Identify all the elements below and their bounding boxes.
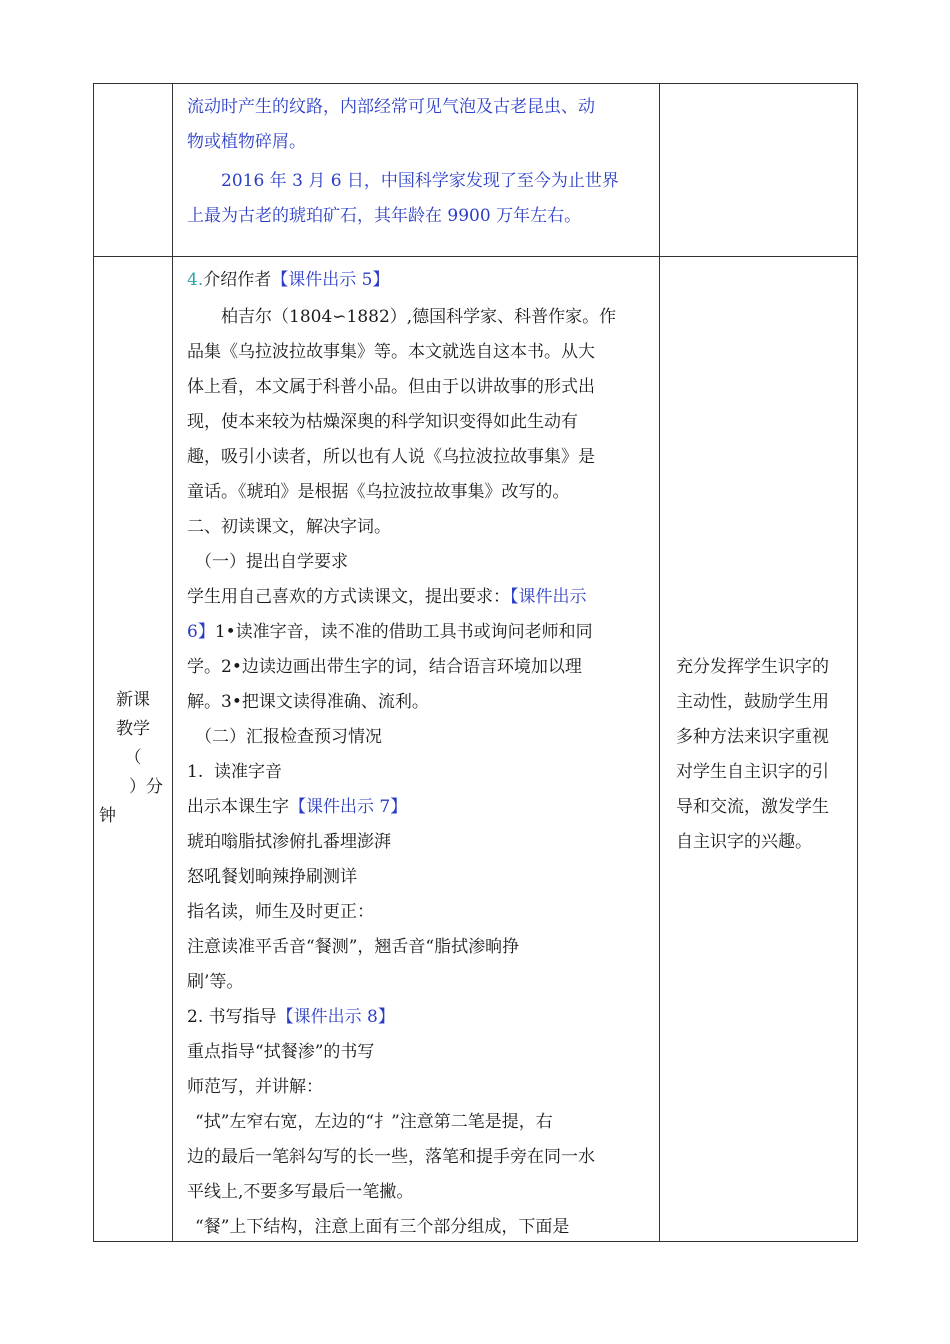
table-top-border xyxy=(93,83,858,84)
text-line: 现，使本来较为枯燥深奥的科学知识变得如此生动有 xyxy=(187,412,578,432)
label-line: ）分 xyxy=(129,777,163,797)
text-line xyxy=(187,580,655,615)
intro-number: 4. xyxy=(187,270,204,290)
column-divider-2 xyxy=(659,83,660,1242)
text-line: 主动性，鼓励学生用 xyxy=(676,692,829,712)
label-line: 钟 xyxy=(99,806,116,826)
courseware-tag: 6】 xyxy=(187,622,215,642)
courseware-tag: 【课件出示 5】 xyxy=(271,270,390,290)
text-line: 趣，吸引小读者，所以也有人说《乌拉波拉故事集》是 xyxy=(187,447,595,467)
text-line: 指名读，师生及时更正： xyxy=(187,902,374,922)
courseware-tag: 【课件出示 7】 xyxy=(289,797,408,817)
text-line: 多种方法来识字重视 xyxy=(676,727,829,747)
new-characters: 怒吼餐划晌辣挣刷测详 xyxy=(187,867,357,887)
text-line: 体上看，本文属于科普小品。但由于以讲故事的形式出 xyxy=(187,377,595,397)
text-line: 上最为古老的琥珀矿石，其年龄在 9900 万年左右。 xyxy=(187,206,582,226)
section-heading: 二、初读课文，解决字词。 xyxy=(187,517,391,537)
row1-content xyxy=(187,90,653,234)
text-line: 自主识字的兴趣。 xyxy=(676,832,812,852)
new-characters: 琥珀嗡脂拭渗俯扎番埋澎湃 xyxy=(187,832,391,852)
label-line: 新课 xyxy=(116,690,150,710)
text-line: 刷’等。 xyxy=(187,972,244,992)
courseware-tag: 【课件出示 8】 xyxy=(276,1007,395,1027)
list-item xyxy=(187,1000,655,1035)
row-divider xyxy=(93,256,858,257)
courseware-tag: 【课件出示 xyxy=(510,587,587,607)
requirement-text: 1•读准字音，读不准的借助工具书或询问老师和同 xyxy=(214,622,593,642)
text-line: 平线上,不要多写最后一笔撇。 xyxy=(187,1182,414,1202)
table-left-border xyxy=(93,83,94,1242)
row2-right-content xyxy=(676,650,854,860)
text-line: 注意读准平舌音“餐测”，翘舌音“脂拭渗晌挣 xyxy=(187,937,520,957)
text-line: 学。2•边读边画出带生字的词，结合语言环境加以理 xyxy=(187,657,582,677)
column-divider-1 xyxy=(172,83,173,1242)
item-text: 2. 书写指导 xyxy=(187,1007,277,1027)
text-line: 师范写，并讲解： xyxy=(187,1077,323,1097)
table-right-border xyxy=(857,83,858,1242)
text-line: 重点指导“拭餐渗”的书写 xyxy=(187,1042,375,1062)
text-line: 流动时产生的纹路，内部经常可见气泡及古老昆虫、动 xyxy=(187,97,595,117)
subsection-heading: （二）汇报检查预习情况 xyxy=(195,727,382,747)
text-line: 品集《乌拉波拉故事集》等。本文就选自这本书。从大 xyxy=(187,342,595,362)
text-line: 物或植物碎屑。 xyxy=(187,132,306,152)
row2-main-content xyxy=(187,263,655,1245)
text-line: 童话。《琥珀》是根据《乌拉波拉故事集》改写的。 xyxy=(187,482,570,502)
intro-heading xyxy=(187,263,655,298)
text-line xyxy=(187,615,655,650)
text-line: 对学生自主识字的引 xyxy=(676,762,829,782)
text-line: 边的最后一笔斜勾写的长一些，落笔和提手旁在同一水 xyxy=(187,1147,595,1167)
text-line: 充分发挥学生识字的 xyxy=(676,657,829,677)
text-line: 2016 年 3 月 6 日，中国科学家发现了至今为止世界 xyxy=(221,171,619,191)
row-label xyxy=(95,686,171,831)
text-line: 解。3•把课文读得准确、流利。 xyxy=(187,692,429,712)
intro-text: 介绍作者 xyxy=(203,270,272,290)
text-line xyxy=(187,790,655,825)
requirement-text: 学生用自己喜欢的方式读课文，提出要求： xyxy=(187,587,510,607)
text-line: 导和交流，激发学生 xyxy=(676,797,829,817)
label-line: （ xyxy=(124,748,142,768)
text-line: “餐”上下结构，注意上面有三个部分组成，下面是 xyxy=(195,1217,570,1237)
text-line: “拭”左窄右宽，左边的“扌”注意第二笔是提，右 xyxy=(195,1112,553,1132)
list-item: 1. 读准字音 xyxy=(187,762,283,782)
subsection-heading: （一）提出自学要求 xyxy=(195,552,348,572)
show-text: 出示本课生字 xyxy=(187,797,289,817)
text-line: 柏吉尔（1804∽1882）,德国科学家、科普作家。作 xyxy=(221,307,617,327)
label-line: 教学 xyxy=(116,719,150,739)
